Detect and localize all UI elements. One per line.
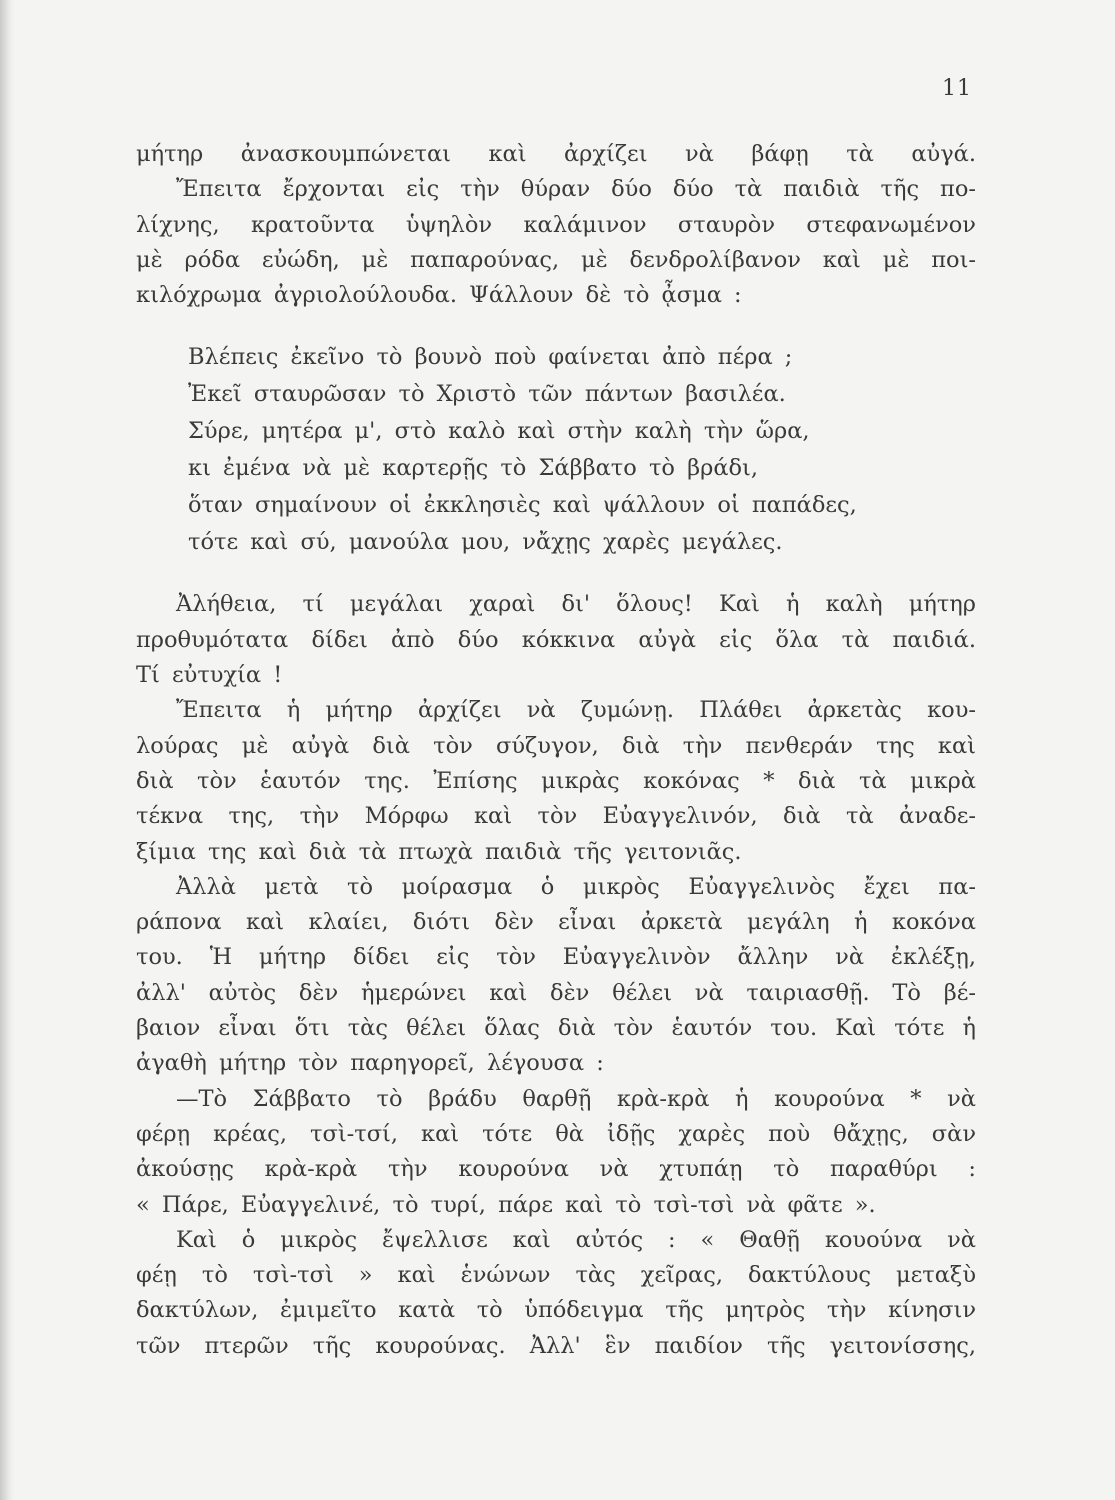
verse-line: Σύρε, μητέρα μ', στὸ καλὸ καὶ στὴν καλὴ τὴν ὥρα,: [188, 418, 810, 445]
verse-line: ὅταν σημαίνουν οἱ ἐκκλησιὲς καὶ ψάλλουν οἱ παπάδες,: [188, 492, 857, 519]
page-edge: [0, 0, 14, 1500]
text-line: μήτηρ ἀνασκουμπώνεται καὶ ἀρχίζει νὰ βάφῃ τὰ αὐγά.: [136, 141, 976, 167]
text-line: λίχνης, κρατοῦντα ὑψηλὸν καλάμινον σταυρὸν στεφανωμένον: [136, 211, 976, 238]
text-line: διὰ τὸν ἑαυτόν της. Ἐπίσης μικρὰς κοκόνας * διὰ τὰ μικρὰ: [136, 767, 976, 794]
intro-paragraph: [136, 137, 976, 313]
text-line: φέρῃ κρέας, τσὶ-τσί, καὶ τότε θὰ ἰδῇς χαρὲς ποὺ θἄχῃς, σὰν: [136, 1120, 976, 1147]
text-line: του. Ἡ μήτηρ δίδει εἰς τὸν Εὐαγγελινὸν ἄλλην νὰ ἐκλέξῃ,: [136, 944, 976, 971]
paragraph-3: [136, 870, 976, 1082]
text-line: Ἀλλὰ μετὰ τὸ μοίρασμα ὁ μικρὸς Εὐαγγελινὸς ἔχει πα-: [176, 873, 976, 900]
text-line: Καὶ ὁ μικρὸς ἔψελλισε καὶ αὐτός : « Θαθῇ κουούνα νὰ: [176, 1226, 976, 1253]
paragraph-1: [136, 587, 976, 693]
text-line: ἀγαθὴ μήτηρ τὸν παρηγορεῖ, λέγουσα :: [136, 1050, 604, 1077]
text-line: ἀκούσῃς κρὰ-κρὰ τὴν κουρούνα νὰ χτυπάῃ τὸ παραθύρι :: [136, 1156, 976, 1183]
verse-line: Ἐκεῖ σταυρῶσαν τὸ Χριστὸ τῶν πάντων βασιλέα.: [188, 381, 786, 408]
text-line: λούρας μὲ αὐγὰ διὰ τὸν σύζυγον, διὰ τὴν πενθεράν της καὶ: [136, 732, 976, 759]
text-line: ράπονα καὶ κλαίει, διότι δὲν εἶναι ἀρκετὰ μεγάλη ἡ κοκόνα: [136, 909, 976, 936]
paragraph-4: [136, 1082, 976, 1223]
paragraph-5: [136, 1223, 976, 1364]
body-text: [136, 137, 976, 1364]
text-line: μὲ ρόδα εὐώδη, μὲ παπαρούνας, μὲ δενδρολίβανον καὶ μὲ ποι-: [136, 246, 976, 273]
song-verse: [136, 339, 976, 561]
text-line: ἀλλ' αὐτὸς δὲν ἡμερώνει καὶ δὲν θέλει νὰ ταιριασθῇ. Τὸ βέ-: [136, 979, 976, 1006]
text-line: κιλόχρωμα ἀγριολούλουδα. Ψάλλουν δὲ τὸ ᾆσμα :: [136, 282, 742, 309]
text-line: Ἔπειτα ἡ μήτηρ ἀρχίζει νὰ ζυμώνῃ. Πλάθει ἀρκετὰς κου-: [176, 697, 976, 724]
verse-line: Βλέπεις ἐκεῖνο τὸ βουνὸ ποὺ φαίνεται ἀπὸ πέρα ;: [188, 344, 793, 371]
verse-line: τότε καὶ σύ, μανούλα μου, νἄχῃς χαρὲς μεγάλες.: [188, 529, 783, 556]
page-number: 11: [942, 76, 972, 101]
verse-line: κι ἐμένα νὰ μὲ καρτερῇς τὸ Σάββατο τὸ βράδι,: [188, 455, 759, 482]
text-line: φέῃ τὸ τσὶ-τσὶ » καὶ ἑνώνων τὰς χεῖρας, δακτύλους μεταξὺ: [136, 1262, 976, 1289]
text-line: —Τὸ Σάββατο τὸ βράδυ θαρθῇ κρὰ-κρὰ ἡ κουρούνα * νὰ: [176, 1085, 976, 1112]
text-line: τῶν πτερῶν τῆς κουρούνας. Ἀλλ' ἓν παιδίον τῆς γειτονίσσης,: [136, 1332, 976, 1359]
text-line: βαιον εἶναι ὅτι τὰς θέλει ὅλας διὰ τὸν ἑαυτόν του. Καὶ τότε ἡ: [136, 1015, 976, 1042]
text-line: « Πάρε, Εὐαγγελινέ, τὸ τυρί, πάρε καὶ τὸ τσὶ-τσὶ νὰ φᾶτε ».: [136, 1191, 876, 1218]
text-line: προθυμότατα δίδει ἀπὸ δύο κόκκινα αὐγὰ εἰς ὅλα τὰ παιδιά.: [136, 626, 976, 653]
text-line: Ἀλήθεια, τί μεγάλαι χαραὶ δι' ὅλους! Καὶ ἡ καλὴ μήτηρ: [176, 591, 976, 618]
text-line: τέκνα της, τὴν Μόρφω καὶ τὸν Εὐαγγελινόν, διὰ τὰ ἀναδε-: [136, 803, 976, 830]
paragraph-2: [136, 693, 976, 869]
text-line: δακτύλων, ἐμιμεῖτο κατὰ τὸ ὑπόδειγμα τῆς μητρὸς τὴν κίνησιν: [136, 1297, 976, 1324]
text-line: ξίμια της καὶ διὰ τὰ πτωχὰ παιδιὰ τῆς γειτονιᾶς.: [136, 838, 742, 865]
text-line: Τί εὐτυχία !: [136, 662, 283, 689]
text-line: Ἔπειτα ἔρχονται εἰς τὴν θύραν δύο δύο τὰ παιδιὰ τῆς πο-: [176, 176, 976, 203]
